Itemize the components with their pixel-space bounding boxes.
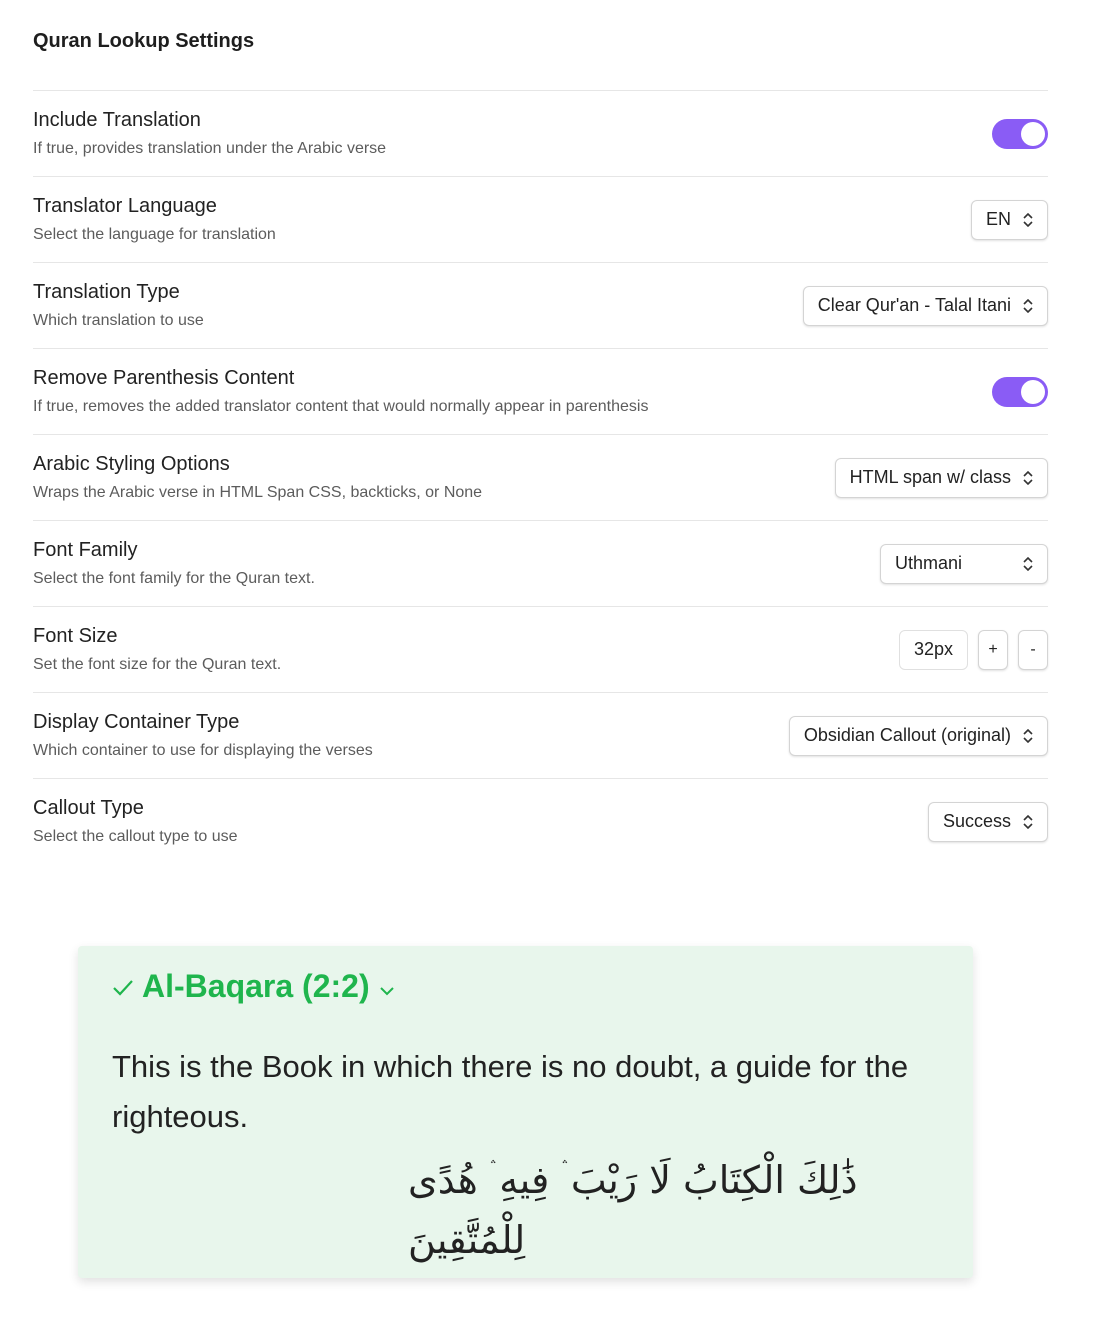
setting-font-size — [33, 606, 1048, 692]
setting-name: Translation Type — [33, 281, 180, 303]
setting-name: Translator Language — [33, 195, 217, 217]
font-size-stepper — [899, 630, 1048, 670]
page-title: Quran Lookup Settings — [33, 30, 255, 52]
select-value: HTML span w/ class — [849, 467, 1011, 487]
select-value: EN — [985, 209, 1011, 229]
setting-display-container — [33, 692, 1048, 778]
setting-name: Font Family — [33, 539, 138, 561]
setting-name: Remove Parenthesis Content — [33, 367, 295, 389]
setting-description: Which translation to use — [33, 312, 204, 329]
callout-header[interactable] — [112, 966, 939, 1006]
setting-arabic-styling — [33, 434, 1048, 520]
font-size-decrease-button[interactable]: - — [1018, 630, 1048, 670]
setting-description: Wraps the Arabic verse in HTML Span CSS, backticks, or None — [33, 484, 483, 501]
select-value: Success — [942, 811, 1011, 831]
setting-description: If true, provides translation under the Arabic verse — [33, 140, 387, 157]
setting-description: Select the callout type to use — [33, 828, 238, 845]
translation-type-select[interactable] — [803, 286, 1048, 326]
up-down-chevron-icon — [1023, 213, 1033, 227]
verse-callout — [78, 946, 973, 1278]
settings-list — [33, 90, 1048, 864]
verse-translation: This is the Book in which there is no doubt, a guide for the righteous. — [112, 1049, 909, 1134]
setting-name: Include Translation — [33, 109, 201, 131]
setting-description: Which container to use for displaying the verses — [33, 742, 373, 759]
select-value: Clear Qur'an - Talal Itani — [817, 295, 1011, 315]
up-down-chevron-icon — [1023, 729, 1033, 743]
setting-remove-parenthesis — [33, 348, 1048, 434]
select-value: Obsidian Callout (original) — [803, 725, 1011, 745]
translator-language-select[interactable] — [971, 200, 1048, 240]
setting-translator-language — [33, 176, 1048, 262]
select-value: Uthmani — [895, 553, 963, 573]
font-size-increase-button[interactable]: + — [978, 630, 1008, 670]
remove-parenthesis-toggle[interactable] — [992, 377, 1048, 407]
setting-name: Display Container Type — [33, 711, 240, 733]
setting-include-translation — [33, 90, 1048, 176]
up-down-chevron-icon — [1023, 299, 1033, 313]
up-down-chevron-icon — [1023, 471, 1033, 485]
callout-type-select[interactable] — [928, 802, 1048, 842]
callout-title: Al-Baqara (2:2) — [142, 967, 370, 1004]
setting-description: Select the font family for the Quran text. — [33, 570, 315, 587]
setting-description: Select the language for translation — [33, 226, 276, 243]
setting-description: If true, removes the added translator content that would normally appear in parenthesis — [33, 398, 649, 415]
chevron-down-icon[interactable] — [378, 968, 396, 1005]
setting-translation-type — [33, 262, 1048, 348]
setting-callout-type — [33, 778, 1048, 864]
setting-font-family — [33, 520, 1048, 606]
toggle-knob — [1021, 122, 1045, 146]
toggle-knob — [1021, 380, 1045, 404]
include-translation-toggle[interactable] — [992, 119, 1048, 149]
font-size-value: 32px — [899, 630, 968, 670]
setting-name: Callout Type — [33, 797, 144, 819]
setting-name: Font Size — [33, 625, 118, 647]
setting-description: Set the font size for the Quran text. — [33, 656, 282, 673]
arabic-styling-select[interactable] — [835, 458, 1048, 498]
up-down-chevron-icon — [1023, 557, 1033, 571]
display-container-select[interactable] — [789, 716, 1048, 756]
verse-arabic: ذَٰلِكَ الْكِتَابُ لَا رَيْبَ ۛ فِيهِ ۛ هُدًى لِلْمُتَّقِينَ — [408, 1158, 858, 1262]
check-icon — [112, 968, 134, 1005]
setting-name: Arabic Styling Options — [33, 453, 230, 475]
up-down-chevron-icon — [1023, 815, 1033, 829]
font-family-select[interactable] — [880, 544, 1048, 584]
